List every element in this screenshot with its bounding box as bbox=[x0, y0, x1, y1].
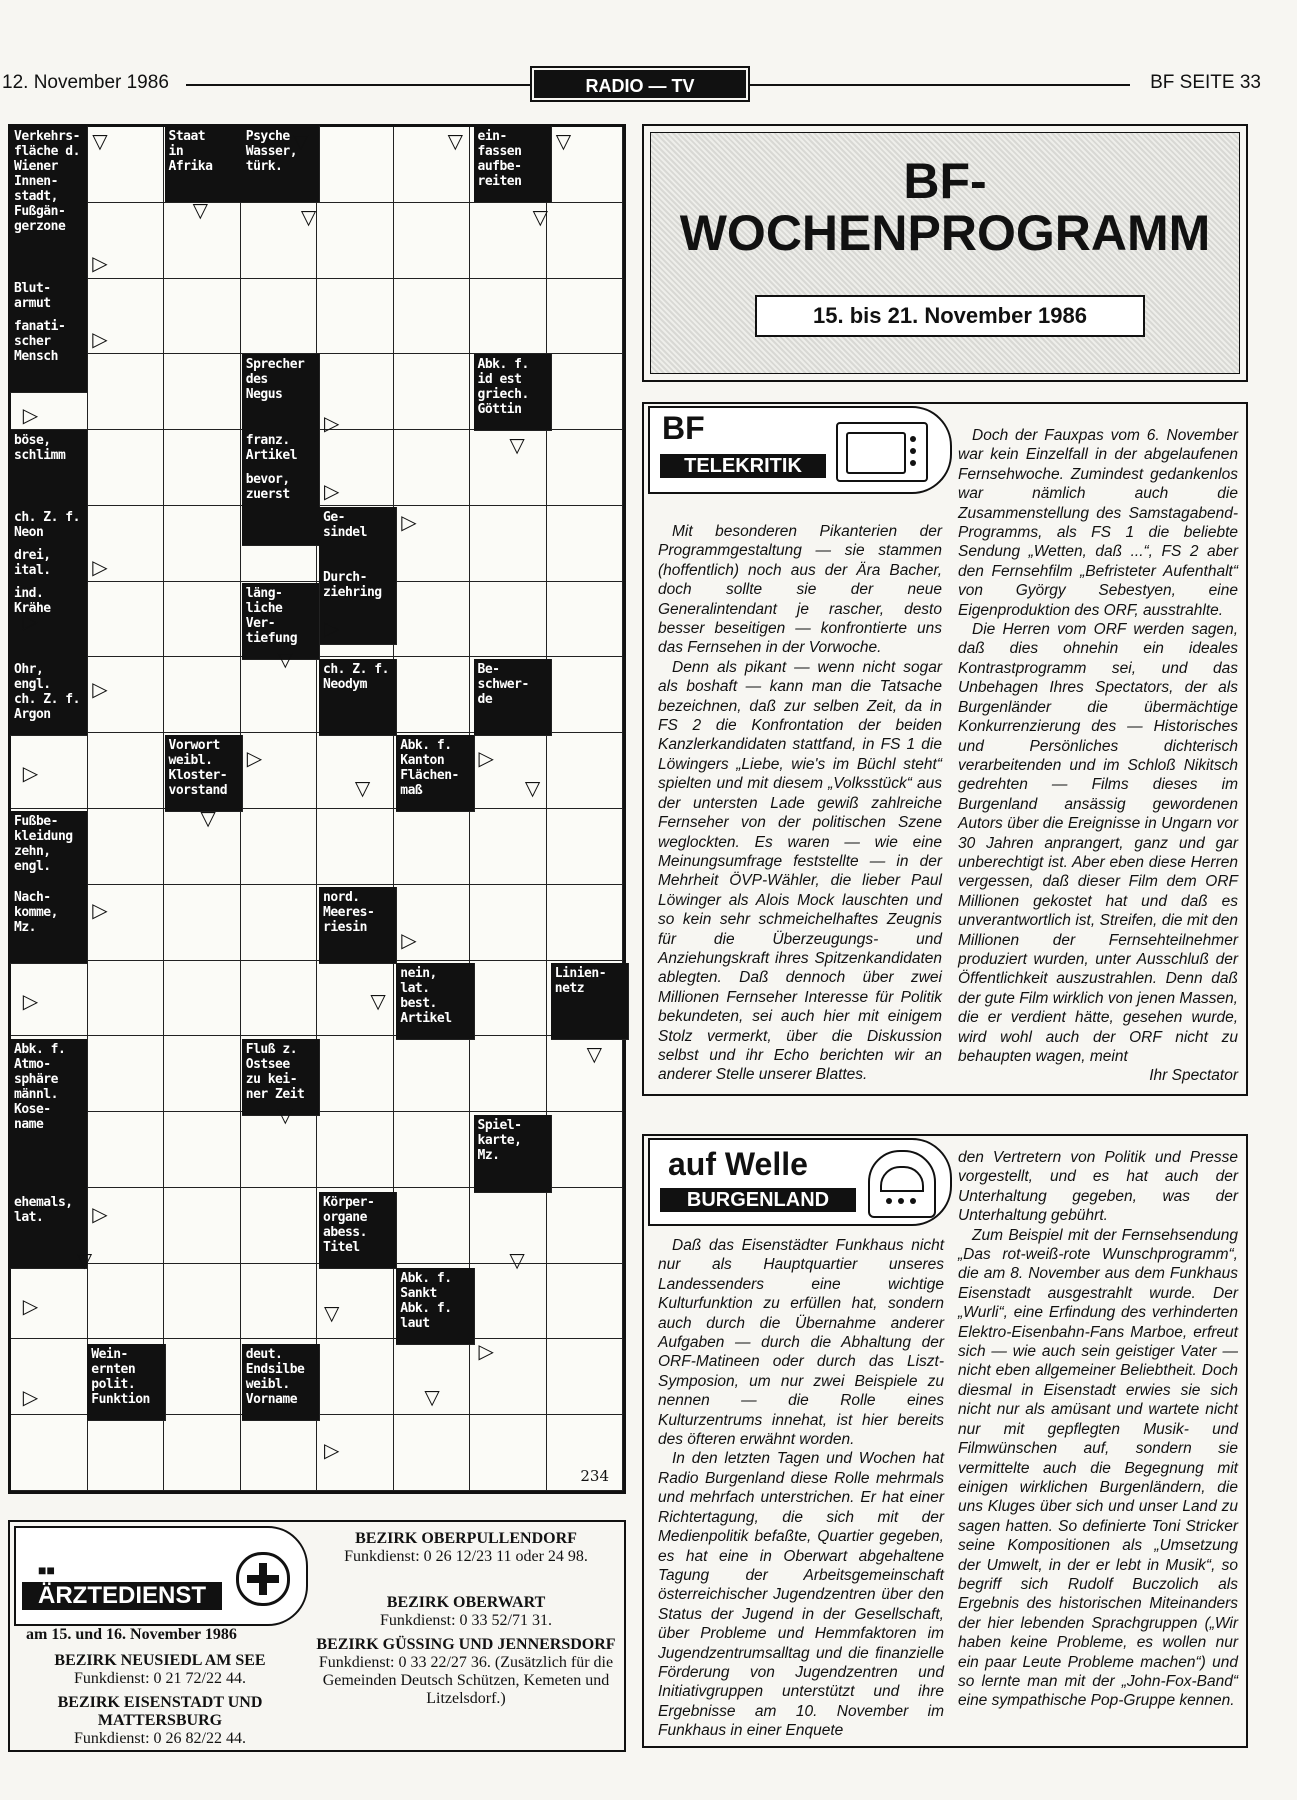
crossword-clue: Abk. f. Atmo- sphäre männl. Kose- name bbox=[10, 1039, 88, 1192]
radio-icon bbox=[868, 1150, 936, 1218]
aerztedienst-dates: am 15. und 16. November 1986 bbox=[26, 1626, 237, 1643]
welle-logo bbox=[648, 1138, 952, 1226]
crossword-clue: Ge- sindel bbox=[319, 507, 397, 584]
district-info: Funkdienst: 0 26 12/23 11 oder 24 98. bbox=[344, 1548, 588, 1565]
clue-arrow-icon: ▽ bbox=[509, 1247, 525, 1272]
crossword-cell[interactable] bbox=[164, 430, 241, 506]
programme-title: BF- WOCHENPROGRAMM bbox=[679, 153, 1211, 261]
crossword-clue: Wein- ernten polit. Funktion bbox=[87, 1344, 165, 1421]
crossword-cell[interactable] bbox=[164, 1036, 241, 1112]
district-entry bbox=[20, 1694, 300, 1748]
crossword-cell[interactable] bbox=[88, 809, 165, 885]
crossword-cell[interactable] bbox=[164, 1415, 241, 1491]
programme-dates: 15. bis 21. November 1986 bbox=[755, 295, 1145, 337]
crossword-clue: bevor, zuerst bbox=[242, 469, 320, 546]
welle-left-column bbox=[658, 1236, 944, 1741]
crossword-cell[interactable] bbox=[317, 1112, 394, 1188]
crossword-cell[interactable] bbox=[88, 885, 165, 961]
crossword-cell[interactable] bbox=[241, 1264, 318, 1340]
crossword-clue: Vorwort weibl. Kloster- vorstand bbox=[165, 735, 243, 812]
crossword-cell[interactable] bbox=[241, 809, 318, 885]
crossword-cell[interactable] bbox=[394, 1188, 471, 1264]
telekritik-logo-big: BF bbox=[662, 410, 705, 446]
telekritik-left-column bbox=[658, 522, 942, 1085]
crossword-cell[interactable] bbox=[470, 582, 547, 658]
crossword-cell[interactable] bbox=[470, 430, 547, 506]
crossword-clue: ch. Z. f. Neon bbox=[10, 507, 88, 584]
clue-arrow-icon: ▽ bbox=[524, 775, 541, 800]
crossword-cell[interactable] bbox=[317, 127, 394, 203]
clue-arrow-icon: ▷ bbox=[92, 250, 108, 275]
district-entry bbox=[20, 1652, 300, 1688]
clue-arrow-icon: ▷ bbox=[324, 616, 340, 641]
telekritik-logo bbox=[648, 406, 952, 494]
programme-box bbox=[642, 124, 1248, 382]
crossword-clue: Spiel- karte, Mz. bbox=[474, 1115, 552, 1192]
clue-arrow-icon: ▷ bbox=[22, 403, 39, 427]
crossword-cell[interactable] bbox=[470, 885, 547, 961]
crossword-cell[interactable] bbox=[547, 809, 624, 885]
clue-arrow-icon: ▷ bbox=[22, 760, 39, 785]
clue-arrow-icon: ▽ bbox=[192, 197, 209, 222]
crossword-cell[interactable] bbox=[547, 885, 624, 961]
crossword-cell[interactable] bbox=[88, 1264, 165, 1340]
crossword-clue: Durch- ziehring bbox=[319, 567, 397, 644]
crossword-clue: Fußbe- kleidung zehn, engl. bbox=[10, 811, 88, 888]
clue-arrow-icon: ▽ bbox=[92, 129, 108, 153]
crossword-clue: ind. Krähe bbox=[10, 583, 88, 660]
clue-arrow-icon: ▽ bbox=[354, 775, 371, 800]
paragraph: Doch der Fauxpas vom 6. November war kein Einzelfall in der abgelaufenen Fernsehwoche. Zumindest gedankenlos war nämlich auch die Zusammenstellung des Samstagabend-Programms, als FS 1 die beliebte Sendung „Wetten, daß ...“, FS 2 aber den Fernsehfilm „Befristeter Aufenthalt“ von György Sebestyen, eine Eigenproduktion des ORF, ausstrahlte. bbox=[958, 427, 1238, 619]
clue-arrow-icon: ▷ bbox=[401, 928, 417, 953]
crossword-cell[interactable] bbox=[88, 582, 165, 658]
crossword-cell[interactable] bbox=[470, 1036, 547, 1112]
clue-arrow-icon: ▽ bbox=[370, 989, 386, 1014]
clue-arrow-icon: ▷ bbox=[324, 1438, 340, 1463]
crossword-cell[interactable] bbox=[470, 1188, 547, 1264]
page-header bbox=[0, 70, 1297, 102]
welle-right-column bbox=[958, 1148, 1238, 1711]
district-info: Funkdienst: 0 21 72/22 44. bbox=[73, 1670, 246, 1687]
television-icon bbox=[836, 422, 928, 482]
crossword-cell[interactable] bbox=[241, 1415, 318, 1491]
crossword-cell[interactable] bbox=[317, 1036, 394, 1112]
district-entry bbox=[316, 1530, 616, 1566]
crossword-cell[interactable] bbox=[547, 506, 624, 582]
crossword-cell[interactable] bbox=[547, 1036, 624, 1112]
crossword-clue: nein, lat. best. Artikel bbox=[396, 963, 474, 1040]
crossword-cell[interactable] bbox=[470, 279, 547, 355]
crossword-cell[interactable] bbox=[394, 279, 471, 355]
crossword-clue: Psyche Wasser, türk. bbox=[242, 126, 320, 203]
paragraph: Die Herren vom ORF werden sagen, daß dies ohnehin ein ideales Kontrastprogramm sei, und das Unbehagen Ihres Spectators, der als Burgenländer die übermächtige Konkurrenzierung des — Historisches und Persönliches dichterisch verarbeitenden und im Schloß Nikitsch gedrehten — Films dieses im Burgenland ansässig gewordenen Autors über die Ereignisse in Ungarn vor 30 Jahren anprangert, ganz und gar unberechtigt ist. Aber eben diese Herren vergessen, daß dieser Film dem ORF Millionen gekostet hat und daß es unverantwortlich ist, Streifen, die mit den Millionen der Fernsehteilnehmer produziert wurden, unter Ausschluß der Öffentlichkeit auszustrahlen. Denn daß der gute Film wirklich von jenen Massen, die er verdient hätte, gesehen wurde, wird wohl auch der ORF nicht zu behaupten wagen, meint bbox=[958, 621, 1238, 1065]
crossword-clue: böse, schlimm bbox=[10, 430, 88, 507]
clue-arrow-icon: ▽ bbox=[300, 205, 317, 230]
crossword-clue: Abk. f. Kanton Flächen- maß bbox=[396, 735, 474, 812]
crossword-cell[interactable] bbox=[394, 1036, 471, 1112]
crossword-cell[interactable] bbox=[547, 733, 624, 809]
crossword-cell[interactable] bbox=[394, 582, 471, 658]
crossword-cell[interactable] bbox=[394, 1415, 471, 1491]
crossword-clue: Abk. f. Sankt Abk. f. laut bbox=[396, 1268, 474, 1345]
crossword-clue: Linien- netz bbox=[551, 963, 629, 1040]
crossword-clue: ehemals, lat. bbox=[10, 1192, 88, 1269]
crossword-cell[interactable] bbox=[88, 1112, 165, 1188]
crossword-cell[interactable] bbox=[241, 885, 318, 961]
clue-arrow-icon: ▷ bbox=[324, 410, 340, 435]
crossword-cell[interactable] bbox=[547, 354, 624, 430]
crossword-clue: Fluß z. Ostsee zu kei- ner Zeit bbox=[242, 1039, 320, 1116]
crossword-cell[interactable] bbox=[164, 506, 241, 582]
clue-arrow-icon: ▷ bbox=[401, 509, 417, 534]
puzzle-number: 234 bbox=[580, 1467, 609, 1485]
crossword-cell[interactable] bbox=[547, 203, 624, 279]
crossword-clue: deut. Endsilbe weibl. Vorname bbox=[242, 1344, 320, 1421]
crossword-cell[interactable] bbox=[241, 733, 318, 809]
crossword-cell[interactable] bbox=[88, 1415, 165, 1491]
crossword-clue: Verkehrs- fläche d. Wiener Innen- stadt, Fußgän- gerzone bbox=[10, 126, 88, 279]
district-name: BEZIRK EISENSTADT UND MATTERSBURG bbox=[57, 1694, 263, 1729]
crossword-cell[interactable] bbox=[317, 203, 394, 279]
clue-arrow-icon: ▽ bbox=[277, 646, 294, 671]
welle-logo-big: auf Welle bbox=[668, 1146, 808, 1182]
clue-arrow-icon: ▽ bbox=[509, 433, 525, 458]
crossword-cell[interactable] bbox=[547, 582, 624, 658]
crossword-cell[interactable] bbox=[164, 1264, 241, 1340]
crossword-cell[interactable] bbox=[164, 1112, 241, 1188]
crossword-cell[interactable] bbox=[470, 1264, 547, 1340]
crossword-cell[interactable] bbox=[241, 1188, 318, 1264]
crossword-cell[interactable] bbox=[547, 1339, 624, 1415]
crossword-cell[interactable] bbox=[394, 203, 471, 279]
crossword-cell[interactable] bbox=[394, 657, 471, 733]
crossword-cell[interactable] bbox=[164, 961, 241, 1037]
clue-arrow-icon: ▽ bbox=[586, 1042, 603, 1067]
clue-arrow-icon: ▽ bbox=[555, 129, 572, 153]
paragraph: Denn als pikant — wenn nicht sogar als boshaft — kann man die Tatsache bezeichnen, daß zur selben Zeit, da in FS 2 die Konfrontation der beiden Kanzlerkandidaten stattfand, in FS 1 die Löwingers „Liebe, wie's im Büchl steht“ spielten und mit diesem „Volksstück“ aus der untersten Lade gewiß zahlreiche Fernseher von der politischen Szene weglockten. Es waren — wie eine Meinungsumfrage feststellte — in der Mehrheit ÖVP-Wähler, die lieber Paul Löwinger als Alois Mock lauschten und so kein sehr schmeichelhaftes Zeugnis für die Überzeugungs- und Anziehungskraft ihres Spitzenkandidaten ablegten. Daß dennoch über zwei Millionen Fernseher Interesse für Politik bekundeten, sei auch hier mit einigem Stolz vermerkt, über die Diskussion selbst und ihr Echo berichten wir an anderer Stelle unserer Blattes. bbox=[658, 658, 942, 1084]
crossword-cell[interactable] bbox=[88, 733, 165, 809]
clue-arrow-icon: ▷ bbox=[92, 897, 108, 922]
crossword-cell[interactable] bbox=[470, 961, 547, 1037]
welle-article bbox=[642, 1134, 1248, 1748]
district-name: BEZIRK GÜSSING UND JENNERSDORF bbox=[316, 1636, 616, 1653]
crossword-cell[interactable] bbox=[88, 430, 165, 506]
paragraph: In den letzten Tagen und Wochen hat Radio Burgenland diese Rolle mehrmals und mehrfach unterstrichen. Er hat einer Richtertagung, die sich mit der Medienpolitik befaßte, Quartier gegeben, es hat eine in Oberwart abgehaltene Tagung der Arbeitsgemeinschaft österreichischer Jugendzentren über den Status der Jugend in der Gesellschaft, über Probleme und Hemmfaktoren im Jugendzentrumsalltag und die finanzielle Förderung von Jugendzentren und Initiativgruppen unterstützt und ihre Ergebnisse am 10. November im Funkhaus in einer Enquete bbox=[658, 1450, 944, 1740]
crossword-cell[interactable] bbox=[164, 885, 241, 961]
crossword-cell[interactable] bbox=[547, 430, 624, 506]
district-entry bbox=[316, 1636, 616, 1708]
district-name: BEZIRK OBERWART bbox=[386, 1594, 546, 1611]
crossword-cell[interactable] bbox=[394, 1112, 471, 1188]
crossword-clue: fanati- scher Mensch bbox=[10, 316, 88, 393]
crossword-clue: Staat in Afrika bbox=[165, 126, 243, 203]
crossword-cell[interactable] bbox=[241, 961, 318, 1037]
crossword-grid bbox=[8, 124, 626, 1494]
crossword-cell[interactable] bbox=[88, 961, 165, 1037]
clue-arrow-icon: ▷ bbox=[246, 745, 263, 770]
crossword-cell[interactable] bbox=[164, 582, 241, 658]
clue-arrow-icon: ▷ bbox=[22, 1384, 39, 1409]
crossword-clue: Be- schwer- de bbox=[474, 659, 552, 736]
clue-arrow-icon: ▷ bbox=[92, 1202, 108, 1227]
crossword-cell[interactable] bbox=[470, 809, 547, 885]
header-rule-right bbox=[750, 84, 1130, 86]
clue-arrow-icon: ▷ bbox=[92, 555, 108, 580]
district-name: BEZIRK NEUSIEDL AM SEE bbox=[54, 1652, 266, 1669]
signature: Ihr Spectator bbox=[1149, 1067, 1238, 1085]
crossword-clue: Abk. f. id est griech. Göttin bbox=[474, 354, 552, 431]
crossword-clue: Sprecher des Negus bbox=[242, 354, 320, 431]
crossword-cell[interactable] bbox=[164, 354, 241, 430]
crossword-cell[interactable] bbox=[164, 279, 241, 355]
aerztedienst-strip: ÄRZTEDIENST bbox=[22, 1582, 222, 1610]
crossword-clue: Nach- komme, Mz. bbox=[10, 887, 88, 964]
crossword-clue: franz. Artikel bbox=[242, 430, 320, 507]
crossword-cell[interactable] bbox=[547, 657, 624, 733]
crossword-cell[interactable] bbox=[164, 657, 241, 733]
crossword-cell[interactable] bbox=[394, 809, 471, 885]
clue-arrow-icon: ▽ bbox=[532, 205, 548, 230]
crossword-cell[interactable] bbox=[394, 430, 471, 506]
clue-arrow-icon: ▷ bbox=[22, 1293, 39, 1318]
clue-arrow-icon: ▷ bbox=[22, 989, 39, 1014]
clue-arrow-icon: ▽ bbox=[277, 1103, 294, 1128]
paragraph: Mit besonderen Pikanterien der Programmgestaltung — sie stammen (hoffentlich) noch aus der Ära Bacher, doch sollte sie der neue Generalintendant je rascher, desto besser beseitigen — konfrontierte uns das Fernsehen in der Vorwoche. bbox=[658, 523, 942, 657]
aerztedienst-box bbox=[8, 1520, 626, 1752]
clue-arrow-icon: ▷ bbox=[22, 608, 39, 633]
clue-arrow-icon: ▽ bbox=[324, 1301, 340, 1326]
clue-arrow-icon: ▷ bbox=[324, 479, 340, 504]
crossword-cell[interactable] bbox=[547, 1188, 624, 1264]
crossword-cell[interactable] bbox=[394, 354, 471, 430]
aerztedienst-logo: ■■ ÄRZTEDIENST bbox=[14, 1526, 308, 1626]
district-entry bbox=[316, 1594, 616, 1630]
clue-arrow-icon: ▷ bbox=[92, 326, 108, 351]
district-name: BEZIRK OBERPULLENDORF bbox=[355, 1530, 577, 1547]
clue-arrow-icon: ▽ bbox=[200, 806, 216, 831]
telekritik-logo-strip: TELEKRITIK bbox=[660, 454, 826, 478]
crossword-cell[interactable] bbox=[317, 279, 394, 355]
crossword-clue: Ohr, engl. ch. Z. f. Argon bbox=[10, 659, 88, 736]
clue-arrow-icon: ▽ bbox=[293, 129, 309, 153]
crossword-cell[interactable] bbox=[317, 809, 394, 885]
crossword-cell[interactable] bbox=[547, 279, 624, 355]
crossword-clue: nord. Meeres- riesin bbox=[319, 887, 397, 964]
crossword-clue: läng- liche Ver- tiefung bbox=[242, 583, 320, 660]
paragraph: Daß das Eisenstädter Funkhaus nicht nur als Hauptquartier unseres Landessenders eine wichtige Kulturfunktion zu erfüllen hat, sondern auch durch die Übernahme anderer Aufgaben — durch die Abhaltung der ORF-Matineen oder durch das Liszt-Symposion, um nur zwei Beispiele zu nennen — die Rolle eines Kulturzentrums innehat, ist hier bereits des öfteren erwähnt worden. bbox=[658, 1237, 944, 1449]
crossword-clue: ch. Z. f. Neodym bbox=[319, 659, 397, 736]
telekritik-article bbox=[642, 402, 1248, 1096]
header-rule-left bbox=[186, 84, 532, 86]
crossword-cell[interactable] bbox=[547, 1264, 624, 1340]
issue-date: 12. November 1986 bbox=[2, 72, 169, 93]
section-label: RADIO — TV bbox=[534, 70, 746, 98]
crossword-clue: Blut- armut bbox=[10, 278, 88, 355]
crossword-cell[interactable] bbox=[11, 1415, 88, 1491]
crossword-cell[interactable] bbox=[470, 506, 547, 582]
clue-arrow-icon: ▷ bbox=[92, 677, 108, 701]
medical-cross-icon bbox=[236, 1552, 290, 1606]
district-info: Funkdienst: 0 33 22/27 36. (Zusätzlich für die Gemeinden Deutsch Schützen, Kemeten und Litzelsdorf.) bbox=[318, 1654, 614, 1707]
crossword-cell[interactable] bbox=[164, 1339, 241, 1415]
telekritik-right-column bbox=[958, 426, 1238, 1086]
crossword-cell[interactable] bbox=[88, 1036, 165, 1112]
clue-arrow-icon: ▷ bbox=[478, 745, 494, 770]
district-info: Funkdienst: 0 26 82/22 44. bbox=[73, 1730, 246, 1747]
paragraph: Zum Beispiel mit der Fernsehsendung „Das rot-weiß-rote Wunschprogramm“, die am 8. November aus dem Funkhaus Eisenstadt ausgestrahlt wurde. Der „Wurli“, eine Erfindung des verhinderten Elektro-Eisenbahn-Fans Marboe, erfreut sich — wie auch sein geistiger Vater — nicht eben allgemeiner Beliebtheit. Doch diesmal in Eisenstadt erwies sie sich nicht nur als amüsant und wartete nicht nur mit gepflegten Musik- und Filmwünschen auf, sondern sie vermittelte auch die Begegnung mit einigen wirklichen Burgenländern, die uns Kluges über sich und unser Land zu sagen hatten. So definierte Toni Stricker seine Kompositionen als „Umsetzung der Umwelt, in der er lebt in Musik“, so begriff sich Rudolf Buczolich als Ergebnis des historischen Miteinanders der hier lebenden Sprachgruppen („Wir haben keine Probleme, es wollen nur ein paar Leute Probleme machen“) und so lernte man mit der „John-Fox-Band“ eine sympathische Pop-Gruppe kennen. bbox=[958, 1226, 1238, 1710]
welle-logo-strip: BURGENLAND bbox=[660, 1188, 856, 1212]
clue-arrow-icon: ▽ bbox=[447, 129, 463, 153]
crossword-cell[interactable] bbox=[164, 1188, 241, 1264]
crossword-cell[interactable] bbox=[317, 1339, 394, 1415]
paragraph: den Vertretern von Politik und Presse vorgestellt, und es hat auch der Unterhaltung gegeben, was der Unterhaltung gebührt. bbox=[958, 1149, 1238, 1225]
crossword-clue: drei, ital. bbox=[10, 545, 88, 622]
crossword-cell[interactable] bbox=[241, 279, 318, 355]
page-number: BF SEITE 33 bbox=[1150, 72, 1261, 93]
crossword-cell[interactable] bbox=[88, 354, 165, 430]
crossword-cell[interactable] bbox=[470, 1415, 547, 1491]
district-info: Funkdienst: 0 33 52/71 31. bbox=[379, 1612, 552, 1629]
crossword-cell[interactable] bbox=[547, 1112, 624, 1188]
clue-arrow-icon: ▷ bbox=[478, 1339, 494, 1364]
crossword-clue: Körper- organe abess. Titel bbox=[319, 1192, 397, 1269]
crossword-clue: ein- fassen aufbe- reiten bbox=[474, 126, 552, 203]
clue-arrow-icon: ▽ bbox=[424, 1384, 440, 1409]
clue-arrow-icon: ▽ bbox=[76, 1247, 93, 1272]
